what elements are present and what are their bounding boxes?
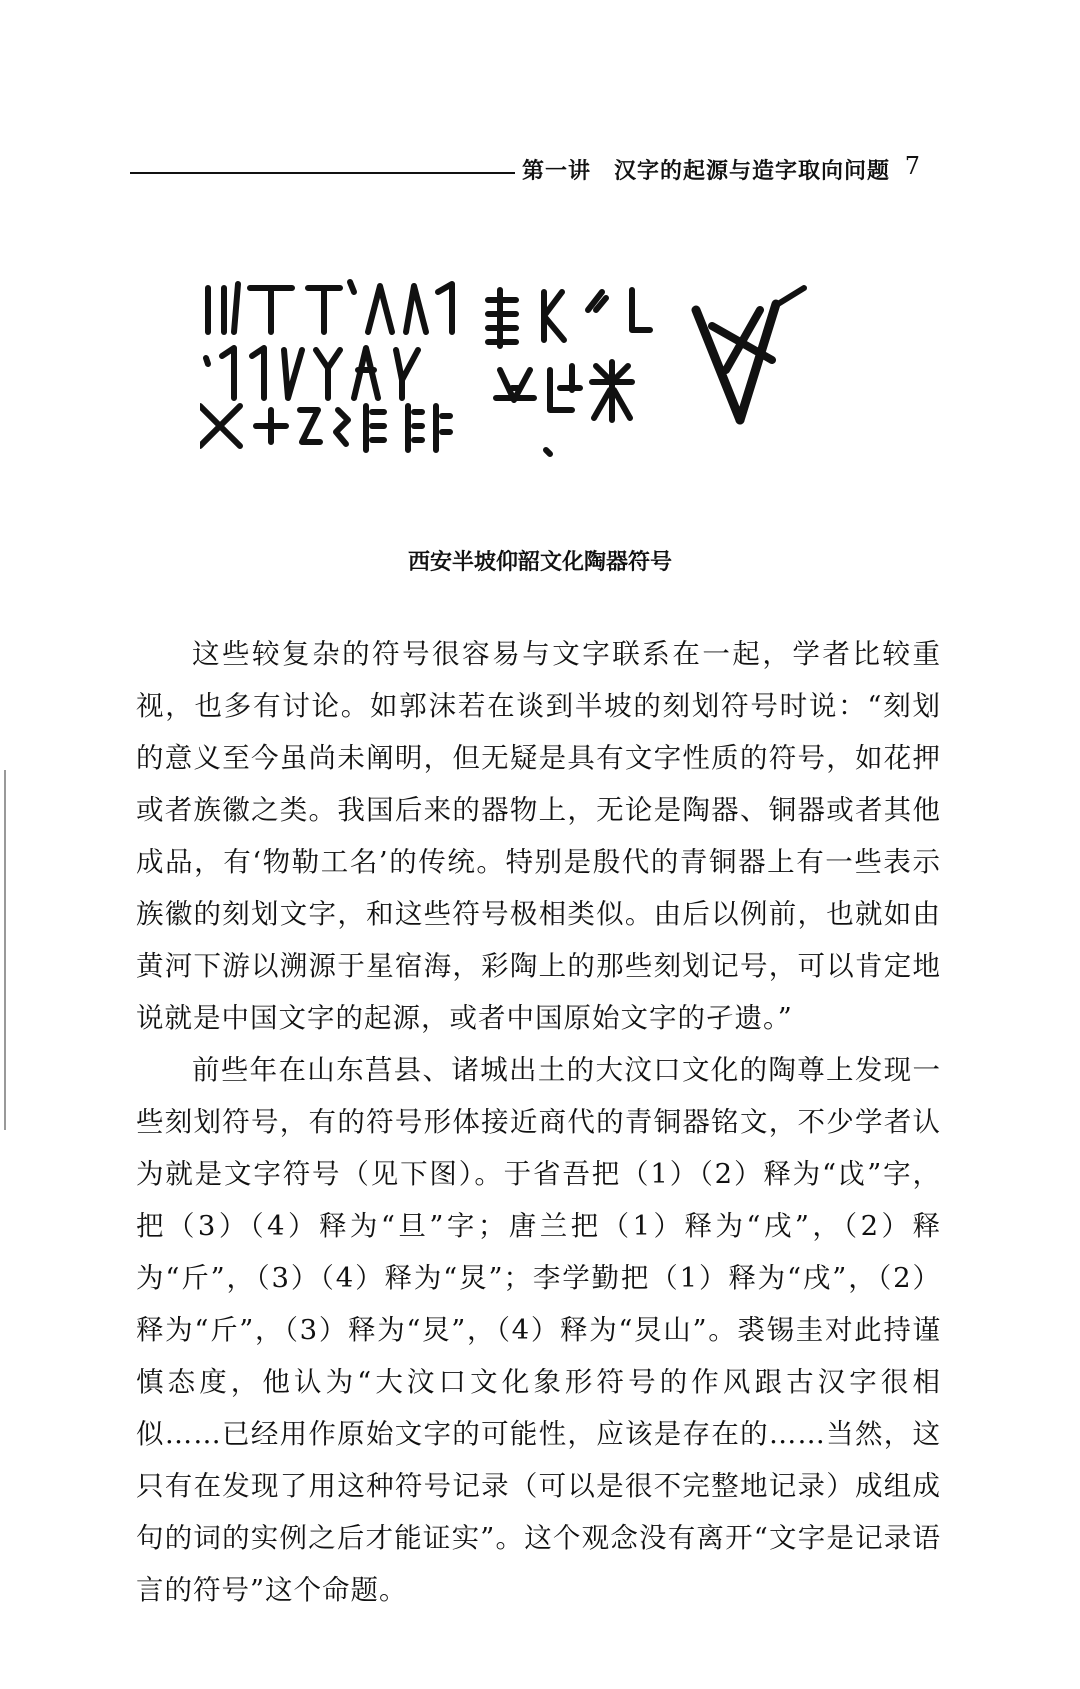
chapter-title: 第一讲 汉字的起源与造字取向问题: [522, 159, 891, 184]
paragraph-1: 这些较复杂的符号很容易与文字联系在一起，学者比较重视，也多有讨论。如郭沫若在谈到半坡的刻划符号时说：“刻划的意义至今虽尚未阐明，但无疑是具有文字性质的符号，如花押或者族徽之类。我国后来的器物上，无论是陶器、铜器或者其他成品，有‘物勒工名’的传统。特别是殷代的青铜器上有一些表示族徽的刻划文字，和这些符号极相类似。由后以例前，也就如由黄河下游以溯源于星宿海，彩陶上的那些刻划记号，可以肯定地说就是中国文字的起源，或者中国原始文字的孑遗。”: [136, 638, 941, 1034]
pottery-symbols-illustration: [200, 270, 880, 500]
pottery-symbols-figure: [200, 270, 880, 500]
symbol-group-middle: [488, 290, 650, 454]
running-header: [130, 150, 920, 190]
header-rule: [130, 172, 515, 174]
body-text: [136, 628, 941, 1616]
figure-caption: 西安半坡仰韶文化陶器符号: [407, 550, 672, 575]
scan-edge-mark: [4, 770, 6, 1130]
symbol-group-left: [200, 282, 452, 450]
paragraph-2: 前些年在山东莒县、诸城出土的大汶口文化的陶尊上发现一些刻划符号，有的符号形体接近商代的青铜器铭文，不少学者认为就是文字符号（见下图）。于省吾把（1）（2）释为“戉”字，把（3）（4）释为“旦”字；唐兰把（1）释为“戌”，（2）释为“斤”，（3）（4）释为“炅”；李学勤把（1）释为“戌”，（2）释为“斤”，（3）释为“炅”，（4）释为“炅山”。裘锡圭对此持谨慎态度，他认为“大汶口文化象形符号的作风跟古汉字很相似……已经用作原始文字的可能性，应该是存在的……当然，这只有在发现了用这种符号记录（可以是很不完整地记录）成组成句的词的实例之后才能证实”。这个观念没有离开“文字是记录语言的符号”这个命题。: [136, 1054, 941, 1606]
symbol-group-right: [696, 288, 804, 420]
page-number: 7: [904, 152, 920, 180]
